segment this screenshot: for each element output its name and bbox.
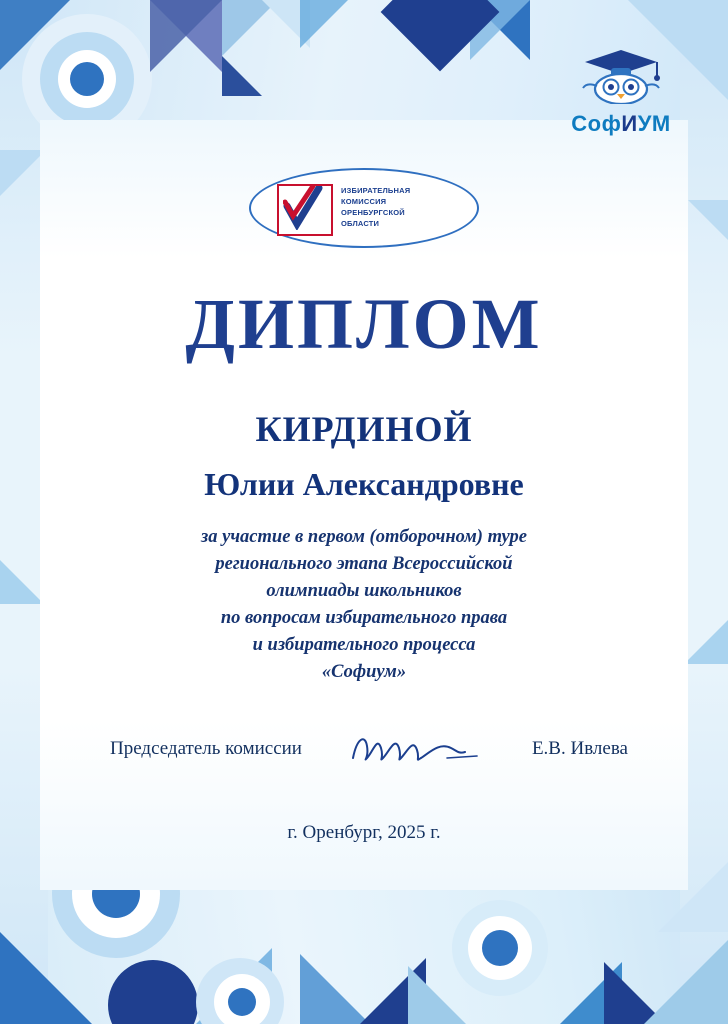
award-reason-line: регионального этапа Всероссийской <box>215 554 513 574</box>
owl-icon <box>561 46 681 104</box>
signature-name: Е.В. Ивлева <box>531 738 628 759</box>
award-reason-line: олимпиады школьников <box>266 581 462 601</box>
emblem-text <box>341 185 461 229</box>
page-title: ДИПЛОМ <box>185 284 543 364</box>
brand-wordmark <box>556 111 686 137</box>
emblem-line-4: ОБЛАСТИ <box>341 219 380 228</box>
award-reason-line: за участие в первом (отборочном) туре <box>201 527 527 547</box>
recipient-first-name: Юлии Александровне <box>204 466 524 502</box>
emblem-line-1: ИЗБИРАТЕЛЬНАЯ <box>341 186 411 195</box>
emblem-checkmark-icon <box>283 186 323 230</box>
emblem-line-2: КОМИССИЯ <box>341 197 387 206</box>
brand-word-part1: Соф <box>571 111 622 136</box>
signature-label: Председатель комиссии <box>110 738 302 759</box>
recipient-last-name: КИРДИНОЙ <box>255 409 473 449</box>
emblem-line-3: ОРЕНБУРГСКОЙ <box>341 208 405 217</box>
award-reason-line: по вопросам избирательного права <box>220 608 508 628</box>
signature-row <box>110 728 628 770</box>
award-reason-line: и избирательного процесса <box>252 635 476 655</box>
brand-word-part3: УМ <box>637 111 671 136</box>
place-and-date: г. Оренбург, 2025 г. <box>287 822 441 843</box>
brand-word-part2: И <box>621 111 638 136</box>
owl-graduate-logo <box>556 46 686 137</box>
signature-icon <box>347 728 487 770</box>
award-reason-line: «Софиум» <box>321 662 407 682</box>
award-reason <box>100 524 628 686</box>
election-commission-emblem <box>249 168 479 248</box>
